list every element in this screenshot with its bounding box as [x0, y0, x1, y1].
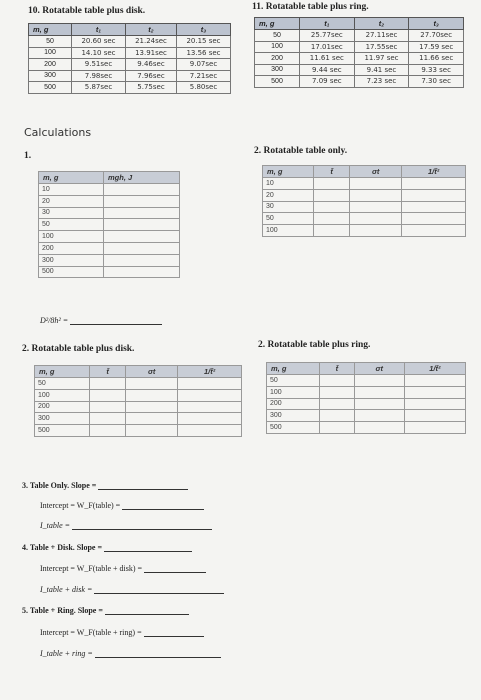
blank-cell — [104, 207, 180, 219]
mass-cell: 500 — [35, 425, 90, 437]
q3-inertia-line — [40, 521, 212, 530]
table-row — [35, 389, 242, 401]
table-row — [39, 266, 180, 278]
blank-cell — [104, 266, 180, 278]
q5-intercept-line — [40, 628, 204, 637]
col-mass: m, g — [263, 166, 314, 178]
q3-inertia-blank — [72, 529, 212, 530]
blank-cell — [104, 219, 180, 231]
table-row — [29, 36, 231, 48]
time-cell: 13.56 sec — [177, 47, 231, 59]
blank-cell — [104, 231, 180, 243]
table-row — [263, 213, 466, 225]
table11-col-t2: t₂ — [354, 18, 409, 30]
q3-slope-line — [22, 481, 188, 490]
item2c-label: 2. Rotatable table plus ring. — [258, 340, 371, 350]
q5-inertia-line — [40, 649, 221, 658]
col-sigma: σt — [126, 366, 178, 378]
time-cell: 9.46sec — [125, 59, 176, 71]
table-row — [35, 378, 242, 390]
blank-cell — [104, 254, 180, 266]
item1-label: 1. — [24, 151, 32, 161]
mass-cell: 200 — [267, 398, 320, 410]
item2b-label: 2. Rotatable table plus disk. — [22, 344, 135, 354]
time-cell: 7.96sec — [125, 70, 176, 82]
blank-cell — [104, 184, 180, 196]
q3-slope-blank — [98, 489, 188, 490]
col-mass: m, g — [267, 363, 320, 375]
q5-slope-line — [22, 606, 189, 615]
mass-cell: 100 — [267, 386, 320, 398]
q4-inertia-label: I_table + disk = — [40, 585, 93, 594]
mass-cell: 100 — [263, 225, 314, 237]
q5-inertia-label: I_table + ring = — [40, 649, 93, 658]
table-row — [263, 225, 466, 237]
time-cell: 7.09 sec — [300, 76, 355, 88]
formula-label: D²/8h² = — [40, 316, 69, 325]
time-cell: 9.51sec — [72, 59, 126, 71]
table-row — [39, 207, 180, 219]
time-cell: 11.61 sec — [300, 53, 355, 65]
table-row — [255, 41, 464, 53]
time-cell: 9.07sec — [177, 59, 231, 71]
table11-col-t1: t₁ — [300, 18, 355, 30]
q5-label: 5. Table + Ring. Slope = — [22, 606, 103, 615]
table11-header-row — [255, 18, 464, 30]
mass-cell: 50 — [255, 30, 300, 42]
q4-slope-blank — [104, 551, 192, 552]
table11 — [254, 17, 464, 88]
table-ring-table — [266, 362, 466, 434]
table-only-header-row — [263, 166, 466, 178]
mass-cell: 300 — [35, 413, 90, 425]
mass-cell: 100 — [255, 41, 300, 53]
time-cell: 11.97 sec — [354, 53, 409, 65]
mass-cell: 100 — [39, 231, 104, 243]
blank-cell — [104, 242, 180, 254]
mass-cell: 20 — [263, 189, 314, 201]
q3-intercept-blank — [122, 509, 204, 510]
time-cell: 17.59 sec — [409, 41, 464, 53]
table-row — [267, 375, 466, 387]
table-row — [29, 59, 231, 71]
table11-col-mass: m, g — [255, 18, 300, 30]
table10-col-t2: t₂ — [125, 24, 176, 36]
table-row — [29, 47, 231, 59]
table-disk-header-row — [35, 366, 242, 378]
col-mass: m, g — [35, 366, 90, 378]
table-row — [39, 195, 180, 207]
time-cell: 5.80sec — [177, 82, 231, 94]
table-row — [29, 82, 231, 94]
mass-cell: 200 — [255, 53, 300, 65]
table-row — [255, 76, 464, 88]
table-row — [39, 254, 180, 266]
time-cell: 20.60 sec — [72, 36, 126, 48]
mass-cell: 200 — [39, 242, 104, 254]
mass-cell: 300 — [255, 64, 300, 76]
time-cell: 9.33 sec — [409, 64, 464, 76]
mass-cell: 500 — [255, 76, 300, 88]
table-row — [29, 70, 231, 82]
mass-cell: 200 — [29, 59, 72, 71]
table-row — [255, 30, 464, 42]
q4-intercept-label: Intercept = W_F(table + disk) = — [40, 564, 143, 573]
time-cell: 11.66 sec — [409, 53, 464, 65]
table-row — [263, 201, 466, 213]
time-cell: 14.10 sec — [72, 47, 126, 59]
table10-header-row — [29, 24, 231, 36]
table-row — [39, 219, 180, 231]
table-ring-header-row — [267, 363, 466, 375]
formula-blank — [70, 324, 162, 325]
q3-inertia-label: I_table = — [40, 521, 71, 530]
calculations-title: Calculations — [24, 126, 92, 139]
table10 — [28, 23, 231, 94]
q3-label: 3. Table Only. Slope = — [22, 481, 97, 490]
item2a-label: 2. Rotatable table only. — [254, 146, 348, 156]
table10-col-t3: t₃ — [177, 24, 231, 36]
q4-intercept-blank — [144, 572, 206, 573]
table-row — [35, 401, 242, 413]
col-sigma: σt — [350, 166, 402, 178]
time-cell: 7.30 sec — [409, 76, 464, 88]
q3-intercept-line — [40, 501, 204, 510]
mass-cell: 100 — [35, 389, 90, 401]
q4-inertia-blank — [94, 593, 224, 594]
mass-cell: 100 — [29, 47, 72, 59]
time-cell: 21.24sec — [125, 36, 176, 48]
table10-title: 10. Rotatable table plus disk. — [28, 6, 146, 16]
q4-slope-line — [22, 543, 192, 552]
table10-col-mass: m, g — [29, 24, 72, 36]
time-cell: 27.70sec — [409, 30, 464, 42]
q5-inertia-blank — [95, 657, 221, 658]
mass-cell: 50 — [29, 36, 72, 48]
mass-cell: 30 — [39, 207, 104, 219]
time-cell: 9.44 sec — [300, 64, 355, 76]
time-cell: 17.55sec — [354, 41, 409, 53]
mass-cell: 20 — [39, 195, 104, 207]
time-cell: 17.01sec — [300, 41, 355, 53]
table-only-table — [262, 165, 466, 237]
table-row — [267, 386, 466, 398]
col-mean-time: t̄ — [90, 366, 126, 378]
energy-header-row — [39, 172, 180, 184]
mass-cell: 200 — [35, 401, 90, 413]
col-mean-time: t̄ — [320, 363, 355, 375]
mass-cell: 50 — [35, 378, 90, 390]
mass-cell: 500 — [267, 422, 320, 434]
time-cell: 7.21sec — [177, 70, 231, 82]
table-row — [39, 184, 180, 196]
time-cell: 25.77sec — [300, 30, 355, 42]
table11-col-t3: t₃ — [409, 18, 464, 30]
table10-col-t1: t₁ — [72, 24, 126, 36]
table-row — [267, 410, 466, 422]
table11-title: 11. Rotatable table plus ring. — [252, 2, 369, 12]
col-mean-time: t̄ — [314, 166, 350, 178]
mass-cell: 50 — [267, 375, 320, 387]
mass-cell: 500 — [29, 82, 72, 94]
formula-line — [40, 316, 162, 325]
mass-cell: 10 — [263, 178, 314, 190]
table-row — [267, 398, 466, 410]
mass-cell: 10 — [39, 184, 104, 196]
mass-cell: 300 — [267, 410, 320, 422]
mass-cell: 50 — [39, 219, 104, 231]
mass-cell: 30 — [263, 201, 314, 213]
time-cell: 5.75sec — [125, 82, 176, 94]
table-row — [35, 425, 242, 437]
time-cell: 13.91sec — [125, 47, 176, 59]
q4-label: 4. Table + Disk. Slope = — [22, 543, 103, 552]
energy-col-mgh: mgh, J — [104, 172, 180, 184]
time-cell: 9.41 sec — [354, 64, 409, 76]
time-cell: 20.15 sec — [177, 36, 231, 48]
col-inverse-square: 1/t̄² — [404, 363, 465, 375]
blank-cell — [104, 195, 180, 207]
table-row — [267, 422, 466, 434]
table-row — [263, 189, 466, 201]
q4-intercept-line — [40, 564, 206, 573]
table-row — [263, 178, 466, 190]
time-cell: 7.98sec — [72, 70, 126, 82]
time-cell: 5.87sec — [72, 82, 126, 94]
energy-col-mass: m, g — [39, 172, 104, 184]
mass-cell: 50 — [263, 213, 314, 225]
table-row — [255, 64, 464, 76]
q5-slope-blank — [105, 614, 189, 615]
q5-intercept-blank — [144, 636, 204, 637]
time-cell: 7.23 sec — [354, 76, 409, 88]
energy-table — [38, 171, 180, 278]
q4-inertia-line — [40, 585, 224, 594]
table-disk-table — [34, 365, 242, 437]
mass-cell: 300 — [29, 70, 72, 82]
q5-intercept-label: Intercept = W_F(table + ring) = — [40, 628, 142, 637]
table-row — [39, 231, 180, 243]
col-sigma: σt — [354, 363, 404, 375]
q3-intercept-label: Intercept = W_F(table) = — [40, 501, 121, 510]
table-row — [39, 242, 180, 254]
time-cell: 27.11sec — [354, 30, 409, 42]
table-row — [255, 53, 464, 65]
table-row — [35, 413, 242, 425]
col-inverse-square: 1/t̄² — [178, 366, 242, 378]
mass-cell: 500 — [39, 266, 104, 278]
col-inverse-square: 1/t̄² — [402, 166, 466, 178]
mass-cell: 300 — [39, 254, 104, 266]
